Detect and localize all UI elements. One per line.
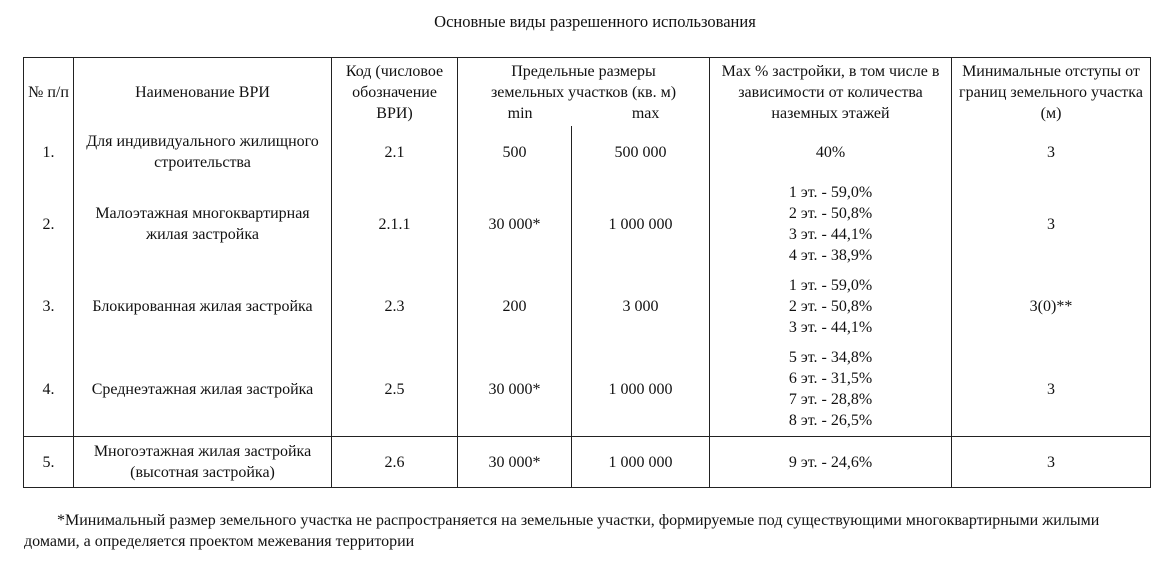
- document-title: Основные виды разрешенного использования: [434, 12, 756, 31]
- row-max: 500 000: [572, 126, 710, 178]
- coverage-line: 4 эт. - 38,9%: [788, 247, 873, 264]
- row-coverage: [710, 178, 952, 270]
- row-code: 2.6: [332, 437, 458, 488]
- row-coverage: [710, 342, 952, 437]
- header-code: Код (числовое обозначение ВРИ): [332, 58, 458, 127]
- row-name: Для индивидуального жилищного строительства: [74, 126, 332, 178]
- row-code: 2.1.1: [332, 178, 458, 270]
- header-size-min: min: [507, 105, 533, 122]
- coverage-line: 5 эт. - 34,8%: [788, 349, 873, 366]
- table-row: [24, 437, 1151, 488]
- row-min: 200: [458, 270, 572, 342]
- row-min: 30 000*: [458, 342, 572, 437]
- coverage-line: 3 эт. - 44,1%: [788, 226, 873, 243]
- land-use-table: [23, 57, 1151, 488]
- coverage-line: 6 эт. - 31,5%: [788, 370, 873, 387]
- row-max: 1 000 000: [572, 437, 710, 488]
- row-max: 1 000 000: [572, 178, 710, 270]
- row-coverage: [710, 270, 952, 342]
- row-coverage: [710, 126, 952, 178]
- row-max: 1 000 000: [572, 342, 710, 437]
- coverage-line: 1 эт. - 59,0%: [788, 184, 873, 201]
- row-min: 30 000*: [458, 178, 572, 270]
- table-row: [24, 270, 1151, 342]
- row-name: Многоэтажная жилая застройка (высотная застройка): [74, 437, 332, 488]
- row-code: 2.5: [332, 342, 458, 437]
- coverage-line: 8 эт. - 26,5%: [788, 412, 873, 429]
- table-header-row: [24, 58, 1151, 127]
- row-code: 2.3: [332, 270, 458, 342]
- row-setback: 3: [952, 437, 1151, 488]
- row-num: 3.: [24, 270, 74, 342]
- row-name: Блокированная жилая застройка: [74, 270, 332, 342]
- row-min: 500: [458, 126, 572, 178]
- row-max: 3 000: [572, 270, 710, 342]
- row-setback: 3(0)**: [952, 270, 1151, 342]
- row-name: Малоэтажная многоквартирная жилая застройка: [74, 178, 332, 270]
- row-num: 1.: [24, 126, 74, 178]
- row-num: 4.: [24, 342, 74, 437]
- header-num: № п/п: [24, 58, 74, 127]
- table-row: [24, 126, 1151, 178]
- coverage-line: 9 эт. - 24,6%: [788, 453, 873, 471]
- row-setback: 3: [952, 178, 1151, 270]
- row-coverage: [710, 437, 952, 488]
- header-size-max: max: [631, 105, 660, 122]
- coverage-line: 7 эт. - 28,8%: [788, 391, 873, 408]
- header-size-label: Предельные размеры земельных участков (кв. м): [490, 63, 677, 101]
- header-size: [458, 58, 710, 127]
- row-setback: 3: [952, 342, 1151, 437]
- coverage-line: 2 эт. - 50,8%: [788, 297, 873, 315]
- coverage-line: 40%: [815, 143, 846, 161]
- row-num: 5.: [24, 437, 74, 488]
- table-row: [24, 342, 1151, 437]
- header-name: Наименование ВРИ: [74, 58, 332, 127]
- coverage-line: 3 эт. - 44,1%: [788, 318, 873, 336]
- header-coverage: Max % застройки, в том числе в зависимости от количества наземных этажей: [710, 58, 952, 127]
- table-row: [24, 178, 1151, 270]
- footnote: *Минимальный размер земельного участка не распространяется на земельные участки, формируемые под существующими многоквартирными жилыми домами, а определяется проектом межевания территории: [24, 512, 1100, 550]
- header-setback: Минимальные отступы от границ земельного участка (м): [952, 58, 1151, 127]
- row-num: 2.: [24, 178, 74, 270]
- row-setback: 3: [952, 126, 1151, 178]
- row-name: Среднеэтажная жилая застройка: [74, 342, 332, 437]
- coverage-line: 2 эт. - 50,8%: [788, 205, 873, 222]
- coverage-line: 1 эт. - 59,0%: [788, 276, 873, 294]
- row-code: 2.1: [332, 126, 458, 178]
- row-min: 30 000*: [458, 437, 572, 488]
